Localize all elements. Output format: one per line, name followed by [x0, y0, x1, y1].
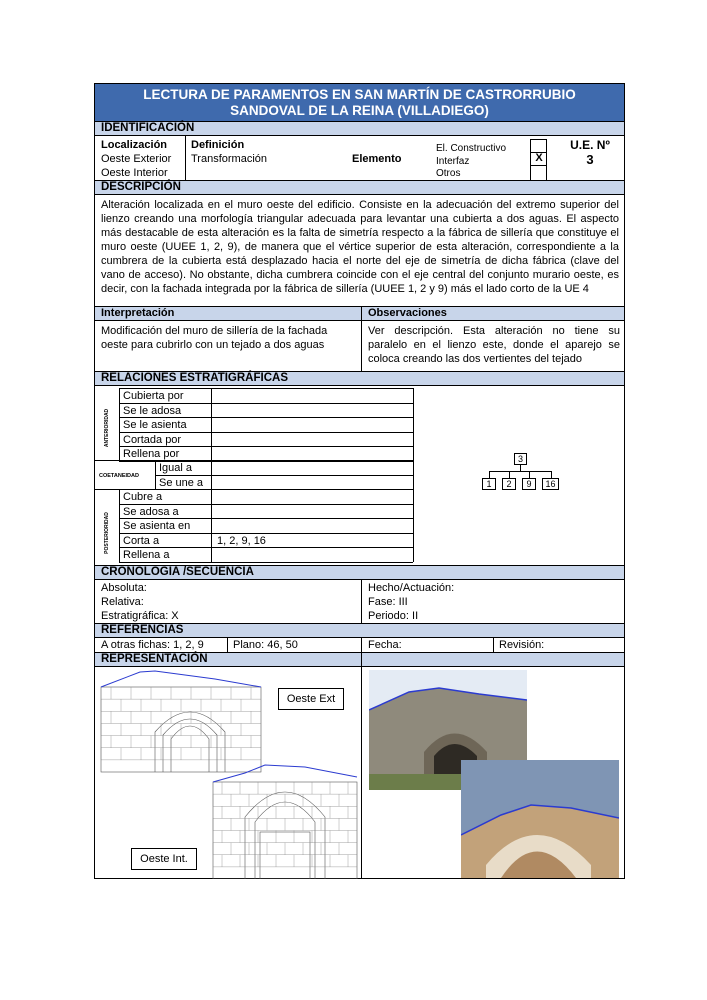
cronologia-absoluta: Absoluta: [101, 582, 147, 594]
relaciones-header: RELACIONES ESTRATIGRÁFICAS [95, 371, 624, 386]
relation-label-posterioridad-4: Rellena a [123, 549, 170, 561]
ue-label: U.E. Nº [570, 138, 610, 152]
interpretacion-text: Modificación del muro de sillería de la fachada oeste para cubrirlo con un tejado a dos aguas [101, 325, 328, 351]
photo-interior [461, 760, 619, 878]
relation-label-anterioridad-3: Cortada por [123, 433, 182, 446]
record-sheet [94, 83, 625, 879]
observaciones-text: Ver descripción. Esta alteración no tiene su paralelo en el lienzo este, donde el aparejo se coloca creando las dos vertientes del tejado [368, 325, 620, 365]
ref-fecha: Fecha: [368, 639, 402, 651]
title-line-2: SANDOVAL DE LA REINA (VILLADIEGO) [230, 103, 489, 118]
elemento-mark-2: X [535, 152, 543, 164]
localizacion-value-1: Oeste Exterior [101, 153, 172, 165]
definicion-label: Definición [191, 139, 245, 151]
observaciones-header: Observaciones [368, 307, 447, 319]
referencias-header: REFERENCIAS [95, 623, 624, 638]
relation-label-coetaneidad-0: Igual a [159, 462, 193, 474]
anterioridad-label: ANTERIORIDAD [104, 408, 110, 448]
ref-plano: Plano: 46, 50 [233, 639, 298, 651]
title-line-1: LECTURA DE PARAMENTOS EN SAN MARTÍN DE CASTRORRUBIO [143, 87, 576, 102]
descripcion-text: Alteración localizada en el muro oeste del edificio. Consiste en la adecuación del extremo superior del lienzo creando una morfología triangular adecuada para levantar una cubierta a dos aguas. El aspecto más destacable de esta alteración es la falta de simetría respecto a la fábrica de sillería que constituye el muro oeste (UUEE 1, 2, 9), de manera que el vértice superior de esta alteración, correspondiente a la cumbrera de la cubierta está desplazado hacia el norte del eje de simetría de dicha fábrica (clave del vano de acceso). No obstante, dicha cumbrera coincide con el eje central del conjunto murario oeste, es decir, con la fachada integrada por la fábrica de sillería (UUEE 1, 2 y 9) más el lado corto de la UE 4 [101, 199, 619, 295]
harris-node-3: 9 [522, 478, 536, 490]
cronologia-header: CRONOLOGIA /SECUENCIA [95, 565, 624, 580]
harris-node-2: 2 [502, 478, 516, 490]
harris-top-node: 3 [514, 453, 527, 465]
relation-label-posterioridad-0: Cubre a [123, 491, 163, 503]
coetaneidad-label: COETANEIDAD [99, 473, 139, 479]
label-oeste-int: Oeste Int. [131, 848, 197, 870]
posterioridad-label: POSTERIORIDAD [104, 512, 110, 554]
cronologia-relativa: Relativa: [101, 596, 144, 608]
identificacion-header: IDENTIFICACIÓN [95, 121, 624, 136]
ref-revision: Revisión: [499, 639, 545, 651]
representacion-header-right [361, 652, 624, 667]
cronologia-periodo: Periodo: II [368, 610, 419, 622]
cronologia-fase: Fase: III [368, 596, 408, 608]
ue-value: 3 [586, 152, 594, 167]
harris-node-1: 1 [482, 478, 496, 490]
ref-otras-fichas: A otras fichas: 1, 2, 9 [101, 639, 204, 651]
relation-label-coetaneidad-1: Se une a [159, 476, 204, 489]
relation-label-anterioridad-1: Se le adosa [123, 404, 182, 417]
relation-label-anterioridad-4: Rellena por [123, 448, 180, 460]
relation-label-posterioridad-3: Corta a [123, 534, 160, 547]
cronologia-estratigrafica: Estratigráfica: X [101, 610, 179, 622]
elemento-label: Elemento [352, 153, 402, 165]
relation-label-posterioridad-2: Se asienta en [123, 520, 191, 532]
relation-label-anterioridad-2: Se le asienta [123, 419, 187, 431]
elemento-option-2: Interfaz [436, 156, 470, 167]
relation-value-posterioridad-3: 1, 2, 9, 16 [217, 534, 266, 547]
representacion-header: REPRESENTACIÓN [95, 652, 362, 667]
localizacion-label: Localización [101, 139, 168, 151]
cronologia-hecho: Hecho/Actuación: [368, 582, 455, 594]
localizacion-value-2: Oeste Interior [101, 167, 168, 179]
harris-node-4: 16 [542, 478, 559, 490]
elemento-option-1: El. Constructivo [436, 143, 507, 154]
label-oeste-ext: Oeste Ext [278, 688, 344, 710]
elemento-option-3: Otros [436, 168, 461, 179]
interpretacion-header: Interpretación [101, 307, 175, 319]
descripcion-header: DESCRIPCIÓN [95, 180, 624, 195]
relation-label-anterioridad-0: Cubierta por [123, 390, 184, 402]
sheet-title [95, 84, 624, 122]
relation-label-posterioridad-1: Se adosa a [123, 505, 179, 518]
definicion-value: Transformación [191, 153, 268, 165]
